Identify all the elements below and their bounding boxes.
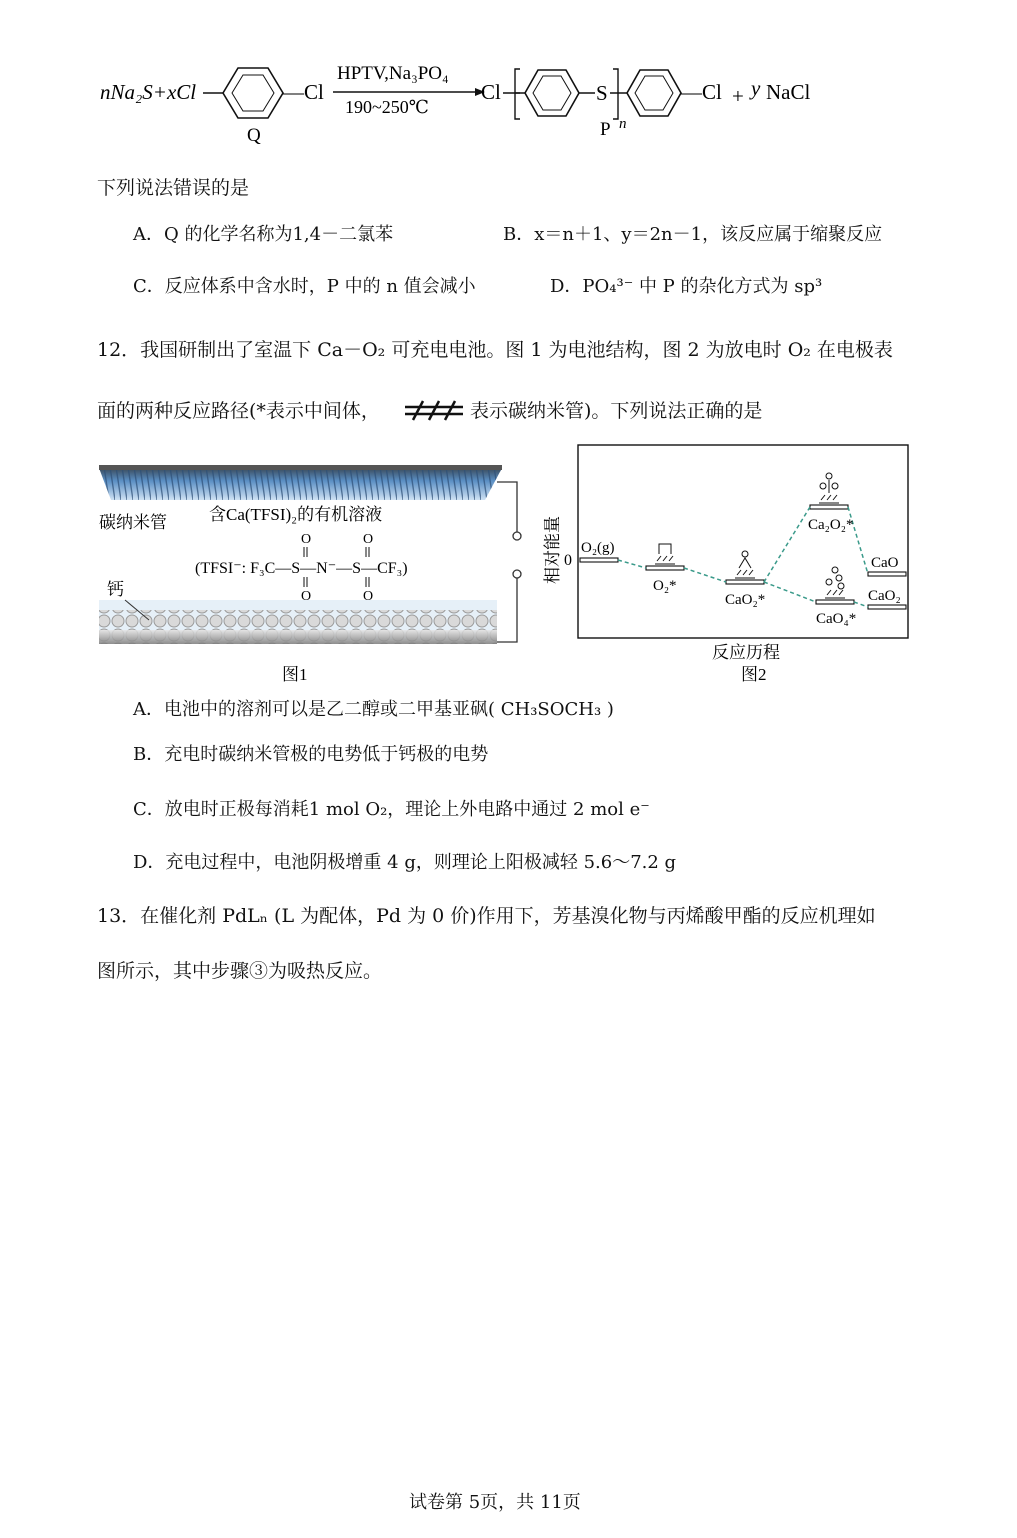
product-right-cl: —Cl <box>681 80 722 104</box>
level-cao4s <box>816 600 854 604</box>
q-right-cl: —Cl <box>283 80 324 104</box>
label-ca2o2s: Ca₂O₂* <box>808 517 854 533</box>
q11-option-d: D．PO₄³⁻ 中 P 的杂化方式为 sp³ <box>550 276 823 297</box>
cnt-label: 碳纳米管 <box>99 513 167 532</box>
level-ca2o2s <box>810 505 848 509</box>
label-cao: CaO <box>871 555 899 571</box>
q12-stem-line2a: 面的两种反应路径(*表示中间体， <box>97 400 380 422</box>
figure-2-caption: 图2 <box>741 665 767 684</box>
tfsi-formula: (TFSI⁻: F₃C—S—N⁻—S—CF₃) <box>195 560 408 577</box>
figure-2 <box>538 440 918 690</box>
q11-option-c: C．反应体系中含水时，P 中的 n 值会减小 <box>133 276 476 297</box>
tfsi-o-bottom-1: O <box>301 589 312 604</box>
calcium-label: 钙 <box>107 580 124 599</box>
reaction-equation <box>95 55 925 150</box>
label-o2g: O₂(g) <box>581 540 615 556</box>
level-cao <box>868 572 906 576</box>
q12-option-a: A．电池中的溶剂可以是乙二醇或二甲基亚砜( CH₃SOCH₃ ) <box>133 699 614 720</box>
page-footer: 试卷第 5页，共 11页 <box>409 1492 581 1513</box>
q11-option-b: B．x＝n＋1、y＝2n－1，该反应属于缩聚反应 <box>503 224 883 245</box>
tfsi-o-bottom-2: O <box>363 589 374 604</box>
bracket-left <box>515 69 520 119</box>
q11-stem: 下列说法错误的是 <box>97 177 250 199</box>
level-o2s <box>646 566 684 570</box>
electrolyte-label: 含Ca(TFSI)₂的有机溶液 <box>209 505 383 524</box>
q-label: Q <box>247 125 261 146</box>
q12-stem-line2b: 表示碳纳米管)。下列说法正确的是 <box>470 400 763 422</box>
label-cao2s: CaO₂* <box>725 592 766 608</box>
external-circuit <box>497 482 517 532</box>
q12-stem-line1: 12．我国研制出了室温下 Ca－O₂ 可充电电池。图 1 为电池结构，图 2 为放电时 O₂ 在电极表 <box>97 339 893 361</box>
reactants-text: nNa₂S+xCl <box>100 80 197 104</box>
tfsi-o-top-1: O <box>301 532 312 547</box>
y-variable: y <box>751 76 761 100</box>
label-cao2: CaO₂ <box>868 588 901 604</box>
q13-stem-line1: 13．在催化剂 PdLₙ (L 为配体，Pd 为 0 价)作用下，芳基溴化物与丙烯酸甲酯的反应机理如 <box>97 905 876 927</box>
nacl-text: NaCl <box>766 80 811 104</box>
product-left-cl: Cl <box>481 80 501 104</box>
adsorbate-icons <box>655 473 845 598</box>
q13-stem-line2: 图所示，其中步骤③为吸热反应。 <box>97 960 383 982</box>
label-cao4s: CaO₄* <box>816 611 857 627</box>
reaction-diagram <box>95 55 925 150</box>
level-cao2 <box>868 605 906 609</box>
tfsi-o-top-2: O <box>363 532 374 547</box>
level-cao2s <box>726 580 764 584</box>
x-axis-label: 反应历程 <box>712 643 780 662</box>
label-o2s: O₂* <box>653 578 677 594</box>
bracket-right <box>613 69 618 119</box>
cnt-symbol-icon <box>403 398 465 422</box>
q12-option-c: C．放电时正极每消耗1 mol O₂，理论上外电路中通过 2 mol e⁻ <box>133 799 650 820</box>
conditions-top: HPTV,Na₃PO₄ <box>337 63 449 84</box>
zero-tick: 0 <box>564 552 572 569</box>
product-n: n <box>619 116 627 132</box>
figure-1 <box>97 460 527 690</box>
q12-option-d: D．充电过程中，电池阴极增重 4 g，则理论上阳极减轻 5.6～7.2 g <box>133 852 677 873</box>
plus-sign: + <box>732 84 744 108</box>
product-s: S <box>596 81 608 105</box>
figure-1-caption: 图1 <box>282 665 308 684</box>
q11-option-a: A．Q 的化学名称为1,4－二氯苯 <box>133 224 394 245</box>
level-o2g <box>580 558 618 562</box>
q12-option-b: B．充电时碳纳米管极的电势低于钙极的电势 <box>133 744 489 765</box>
p-label: P <box>600 119 611 140</box>
conditions-bottom: 190~250℃ <box>345 97 429 117</box>
y-axis-label: 相对能量 <box>543 516 562 584</box>
